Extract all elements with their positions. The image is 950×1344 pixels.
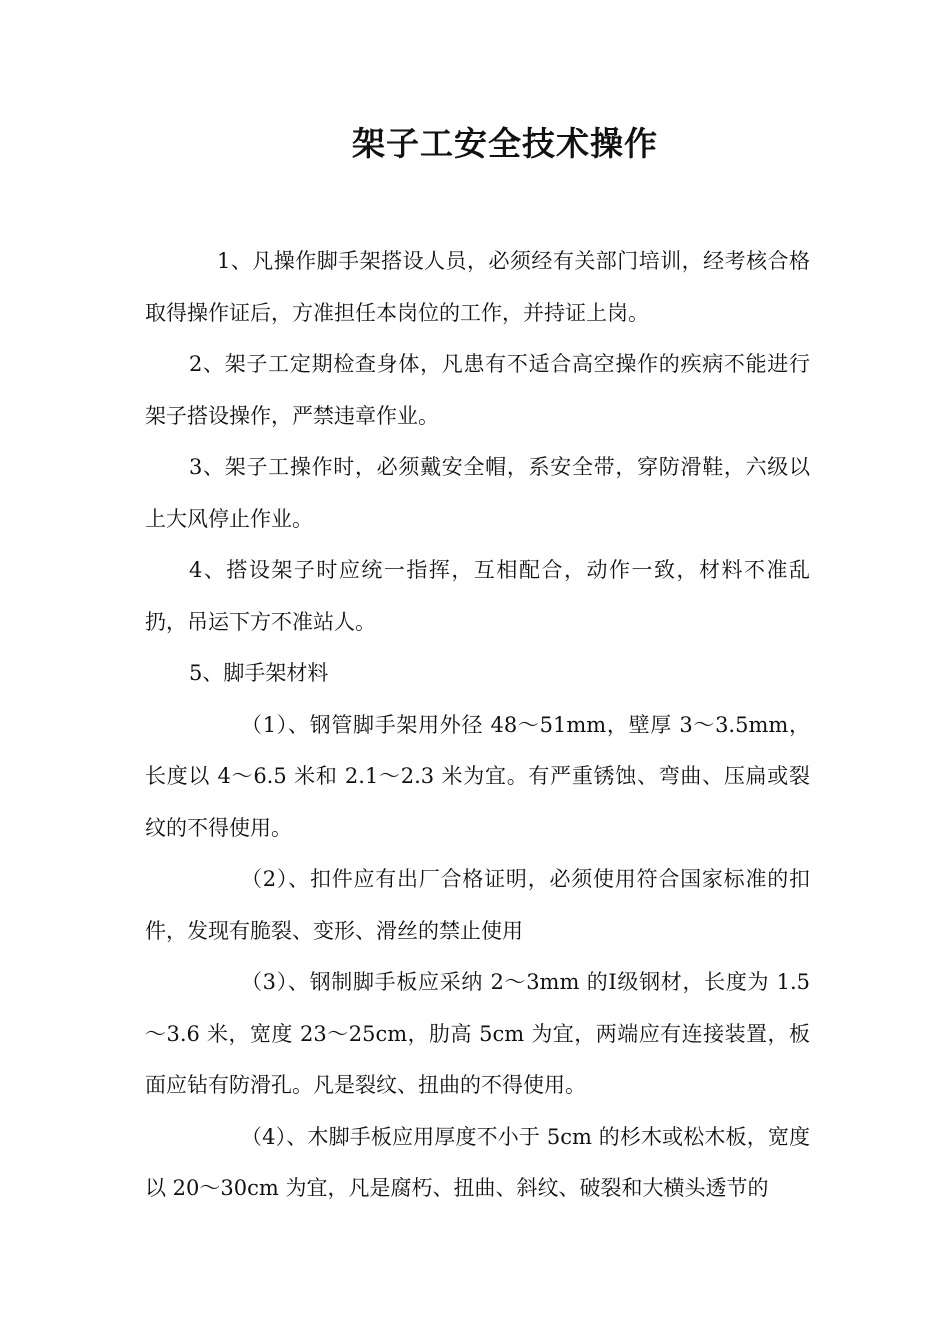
paragraph-5-2: （2）、扣件应有出厂合格证明，必须使用符合国家标准的扣件，发现有脆裂、变形、滑丝的禁止使用 (145, 867, 810, 943)
paragraph-5-3: （3）、钢制脚手板应采纳 2～3mm 的Ⅰ级钢材，长度为 1.5～3.6 米，宽度 23～25cm，肋高 5cm 为宜，两端应有连接装置，板面应钻有防滑孔。凡是裂纹、扭曲的不得使用。 (145, 970, 810, 1097)
paragraph-5: 5、脚手架材料 (189, 661, 329, 685)
paragraph-5-1: （1）、钢管脚手架用外径 48～51mm，壁厚 3～3.5mm，长度以 4～6.5 米和 2.1～2.3 米为宜。有严重锈蚀、弯曲、压扁或裂纹的不得使用。 (145, 712, 810, 840)
document-body (145, 236, 810, 1215)
paragraph-1: 1、凡操作脚手架搭设人员，必须经有关部门培训，经考核合格取得操作证后，方准担任本岗位的工作，并持证上岗。 (145, 249, 810, 325)
paragraph-4: 4、搭设架子时应统一指挥，互相配合，动作一致，材料不准乱扔，吊运下方不准站人。 (145, 558, 810, 634)
paragraph-5-4: （4）、木脚手板应用厚度不小于 5cm 的杉木或松木板，宽度以 20～30cm 为宜，凡是腐朽、扭曲、斜纹、破裂和大横头透节的 (145, 1124, 810, 1200)
paragraph-3: 3、架子工操作时，必须戴安全帽，系安全带，穿防滑鞋，六级以上大风停止作业。 (145, 455, 810, 531)
document-title: 架子工安全技术操作 (352, 124, 658, 163)
paragraph-2: 2、架子工定期检查身体，凡患有不适合高空操作的疾病不能进行架子搭设操作，严禁违章作业。 (145, 352, 810, 428)
